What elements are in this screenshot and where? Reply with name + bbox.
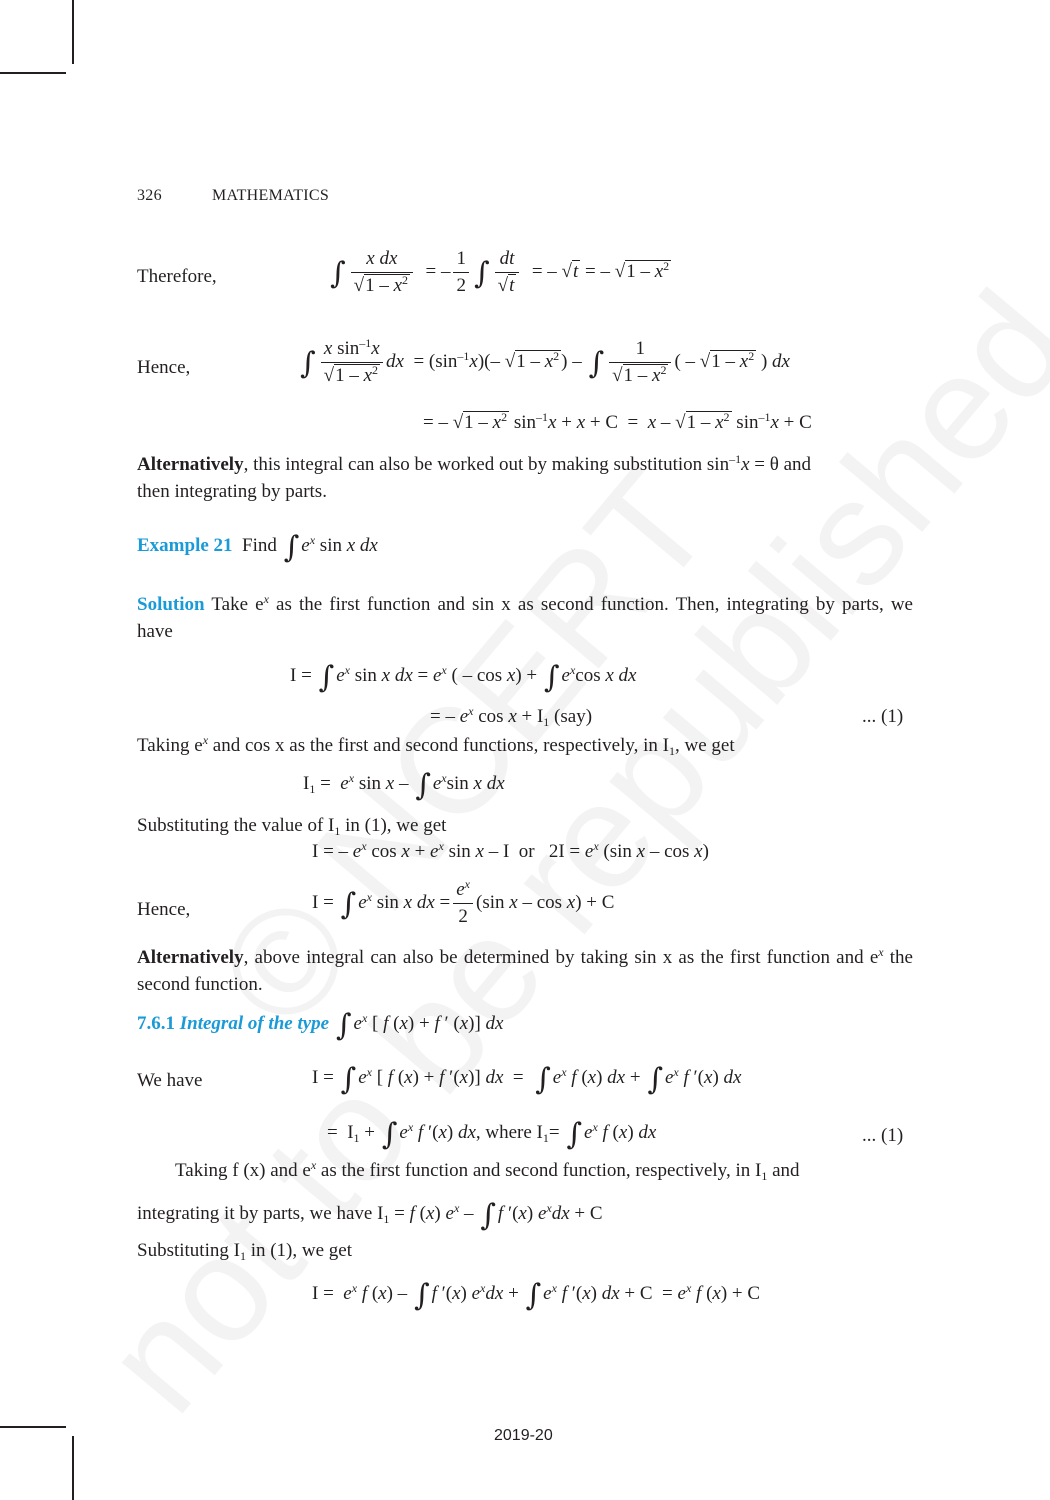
equation-2I: I = – $e^x$ $\cos x + e^x$ sin x – I or $2I = e^x$ (sin x – cos x) — [312, 839, 709, 862]
section-title: Integral of the type — [179, 1013, 330, 1034]
equation-therefore: ∫ $\frac{\text{x dx}}{√1 - x^2}$ = – $\frac{1}{2}$ ∫ $\frac{dt}{√t}$ = – √t = – $√1 - x^2$ — [330, 248, 670, 296]
equation-hence-2: = – $√1 - x^2$ $\sin^{-1}x + x + C = x - √1 - x^2$ $\sin^{-1}x + C$ — [423, 410, 812, 433]
alternatively-1-end: then integrating by parts. — [137, 481, 327, 502]
equation-result: I = ∫ $e^x$ sin x dx = $\frac{e^x}{2}$ (sin x – cos x) + C — [312, 877, 615, 927]
alternatively-2-end: the second function. — [137, 947, 913, 995]
taking-f-text: Taking f (x) and e — [175, 1160, 311, 1181]
alternatively-2-label: Alternatively — [137, 947, 244, 968]
section-heading: 7.6.1 Integral of the type ∫ $e^x$ [ f (x) + f ′ (x)] dx — [137, 1008, 504, 1043]
equation-ref-2: ... (1) — [862, 1125, 904, 1146]
solution-label: Solution — [137, 594, 205, 615]
equation-hence-1: ∫ $\frac{x \sin^{-1}x}{√1 - x^2}$ dx = $(\sin^{-1}x)(-$ $√1 - x^2$ ) – ∫ $\frac{1}{√1 - x^2}$ ( – $√1 - x^2$ ) dx — [300, 336, 790, 386]
equation-we-have: I = ∫ $e^x$ [ f (x) + f ′(x)] dx = ∫ $e^x$ f (x) dx + ∫ $e^x$ f ′(x) dx — [312, 1062, 742, 1097]
equation-I1: $I_1 = e^x$ sin x – ∫ $e^x\sin$ x dx — [303, 768, 505, 803]
running-head: MATHEMATICS — [212, 187, 330, 204]
paragraph-taking-f: Taking f (x) and $e^x$ as the first function and second function, respectively, in $I_1$ and — [175, 1158, 800, 1183]
substituting-i1-rest: in (1), we get — [245, 1240, 352, 1261]
taking-f-and: and — [767, 1160, 800, 1181]
paragraph-substituting: Substituting the value of $I_1$ in (1), we get — [137, 815, 447, 838]
equation-final: $I = e^x$ f (x) – ∫ f ′(x) $e^xdx$ + ∫ $e^x$ f ′(x) dx + $C = e^x$ f (x) + C — [312, 1278, 761, 1313]
paragraph-solution: Solution Take $e^x$ as the first function and sin x as second function. Then, integrating by parts, we have — [137, 592, 913, 642]
substituting-text: Substituting the value of I — [137, 815, 335, 836]
paragraph-substituting-i1: Substituting $I_1$ in (1), we get — [137, 1240, 352, 1263]
solution-rest: as the first function and sin x as second function. Then, integrating by parts, we have — [137, 594, 913, 642]
integrating-text: integrating it by parts, we have I — [137, 1203, 384, 1224]
solution-text: Take e — [204, 594, 264, 615]
paragraph-alternatively-1: Alternatively, this integral can also be worked out by making substitution $\sin^{-1}x = \theta$ and then integrating by parts. — [137, 452, 812, 502]
crop-mark-bottom-vertical — [72, 1436, 74, 1500]
alternatively-1-label: Alternatively — [137, 454, 244, 475]
label-we-have: We have — [137, 1070, 203, 1091]
label-hence: Hence, — [137, 357, 191, 378]
equation-I-definition: I = ∫ $e^x$ sin x dx = $e^x$ ( – cos x) + ∫ $e^x\cos$ x dx — [290, 660, 637, 695]
equation-ref-1: ... (1) — [862, 706, 904, 727]
page-number: 326 — [137, 187, 162, 204]
crop-mark-top-vertical — [72, 0, 74, 64]
alternatively-2-text: , above integral can also be determined by taking sin x as the first function and e — [243, 947, 879, 968]
alternatively-1-text: , this integral can also be worked out by making substitution sin — [243, 454, 730, 475]
label-therefore: Therefore, — [137, 266, 217, 287]
crop-mark-top-horizontal — [0, 72, 66, 74]
equation-I-say: = – $e^x$ $\cos x + I_1$ (say) — [430, 704, 593, 729]
section-number: 7.6.1 — [137, 1013, 175, 1034]
paragraph-integrating: integrating it by parts, we have $I_1 = f$ (x) $e^x$ – ∫ f ′(x) $e^xdx + C$ — [137, 1198, 603, 1233]
taking-rest: and cos x as the first and second functions, respectively, in I — [208, 735, 669, 756]
label-hence-2: Hence, — [137, 899, 191, 920]
footer-year: 2019-20 — [494, 1427, 553, 1444]
crop-mark-bottom-horizontal — [0, 1426, 66, 1428]
equation-where-I1: = $I_1$ + ∫ $e^x$ f ′(x) dx, where $I_1=$ ∫ $e^x$ f (x) dx — [327, 1117, 657, 1152]
paragraph-alternatively-2: Alternatively, above integral can also be determined by taking sin x as the first function and $e^x$ the second function. — [137, 945, 913, 995]
paragraph-taking: Taking $e^x$ and cos x as the first and second functions, respectively, in $I_1$, we get — [137, 733, 735, 758]
taking-we-get: , we get — [675, 735, 735, 756]
substituting-rest: in (1), we get — [340, 815, 447, 836]
taking-f-rest: as the first function and second function, respectively, in I — [316, 1160, 762, 1181]
taking-text: Taking e — [137, 735, 203, 756]
find-label: Find — [242, 535, 277, 556]
substituting-i1-text: Substituting I — [137, 1240, 240, 1261]
example-label: Example 21 — [137, 535, 233, 556]
example-21-heading: Example 21 Find ∫ $e^x$ sin x dx — [137, 530, 378, 565]
